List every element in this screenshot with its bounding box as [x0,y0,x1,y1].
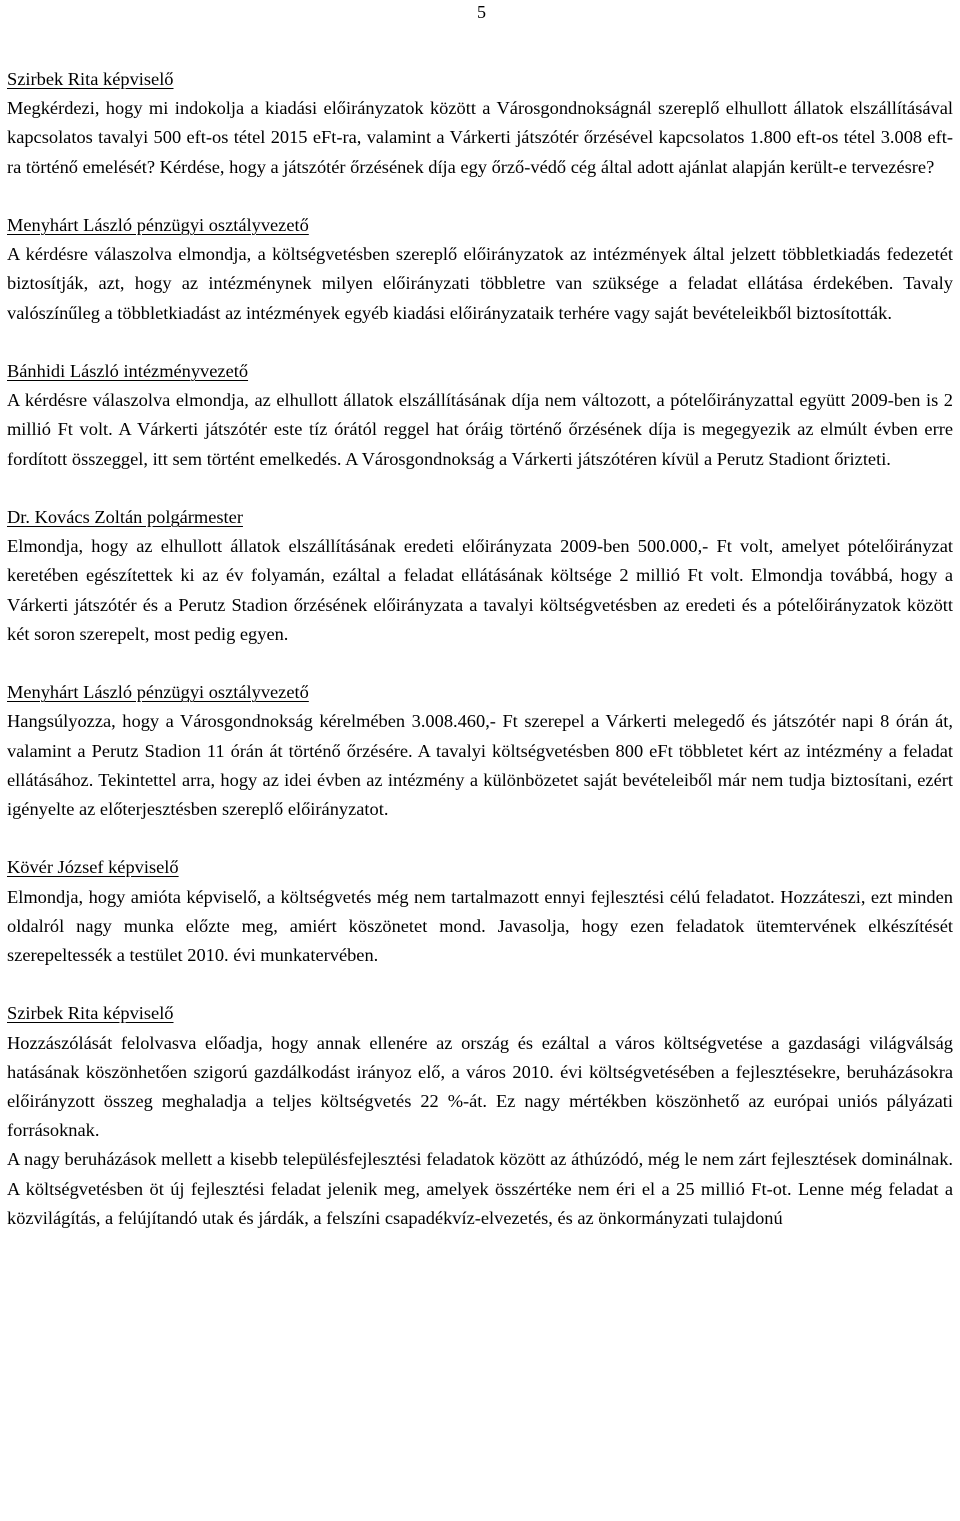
paragraph: A nagy beruházások mellett a kisebb településfejlesztési feladatok között az áthúzódó, még le nem zárt fejlesztések dominálnak. A költségvetésben öt új fejlesztési feladat jelenik meg, amelyek összértéke nem éri el a 25 millió Ft-ot. Lenne még feladat a közvilágítás, a felújítandó utak és járdák, a felszíni csapadékvíz-elvezetés, és az önkormányzati tulajdonú [7,1149,953,1228]
paragraph: Elmondja, hogy az elhullott állatok elszállításának eredeti előirányzata 2009-ben 500.000,- Ft volt, amelyet pótelőirányzat keretében egészítettek ki az év folyamán, ezáltal a feladat ellátásának költsége 2 millió Ft volt. Elmondja továbbá, hogy a Várkerti játszótér és a Perutz Stadion őrzésének előirányzata a tavalyi költségvetésben az eredeti és a pótelőirányzatok között két soron szerepelt, most pedig egyen. [7,536,953,644]
section-szirbek-comment [7,999,953,1233]
section-kover-statement [7,853,953,970]
speaker-name: Szirbek Rita képviselő [7,69,174,89]
section-banhidi-answer [7,357,953,474]
paragraph: A kérdésre válaszolva elmondja, a költségvetésben szereplő előirányzatok az intézmények által jelzett többletkiadás fedezetét biztosítják, azt, hogy az intézménynek milyen előirányzati többletre van szüksége a feladat ellátása érdekében. Tavaly valószínűleg a többletkiadást az intézmények egyéb kiadási előirányzataik terhére vagy saját bevételeikből biztosították. [7,244,953,323]
speaker-name: Menyhárt László pénzügyi osztályvezető [7,215,309,235]
section-menyhart-emphasis [7,678,953,824]
speaker-name: Kövér József képviselő [7,857,179,878]
paragraph: A kérdésre válaszolva elmondja, az elhullott állatok elszállításának díja nem változott, a pótelőirányzattal együtt 2009-ben is 2 millió Ft volt. A Várkerti játszótér este tíz órától reggel hat óráig történő őrzésének díja is megegyezik az elmúlt évben erre fordított összeggel, itt sem történt emelkedés. A Városgondnokság a Várkerti játszótéren kívül a Perutz Stadiont őrizteti. [7,390,953,469]
speaker-name: Dr. Kovács Zoltán polgármester [7,507,243,527]
paragraph: Elmondja, hogy amióta képviselő, a költségvetés még nem tartalmazott ennyi fejlesztési célú feladatot. Hozzáteszi, ezt minden oldalról nagy munka előzte meg, amiért köszönetet mond. Javasolja, hogy ezen feladatok ütemtervének elkészítését szerepeltessék a testület 2010. évi munkatervében. [7,886,953,966]
paragraph: Megkérdezi, hogy mi indokolja a kiadási előirányzatok között a Városgondnokságnál szereplő elhullott állatok elszállításával kapcsolatos tavalyi 500 eft-os tétel 2015 eFt-ra, valamint a Várkerti játszótér őrzésével kapcsolatos 1.800 eft-os tétel 3.008 eft-ra történő emelését? Kérdése, hogy a játszótér őrzésének díja egy őrző-védő cég által adott ajánlat alapján került-e tervezésre? [7,98,953,177]
minutes-body [7,65,953,1233]
page-number: 5 [477,2,486,22]
section-menyhart-answer [7,211,953,328]
section-szirbek-question [7,65,953,182]
speaker-name: Szirbek Rita képviselő [7,1003,174,1024]
speaker-name: Bánhidi László intézményvezető [7,361,249,381]
paragraph: Hozzászólását felolvasva előadja, hogy annak ellenére az ország és ezáltal a város költségvetése a gazdasági világválság hatásának köszönhetően szigorú gazdálkodást irányoz elő, a város 2010. évi költségvetésében a fejlesztésekre, beruházásokra előirányzott összeg meghaladja a teljes költségvetés 22 %-át. Ez nagy mértékben köszönhető az európai uniós pályázati forrásoknak. [7,1032,953,1141]
paragraph: Hangsúlyozza, hogy a Városgondnokság kérelmében 3.008.460,- Ft szerepel a Várkerti melegedő és játszótér napi 8 órán át, valamint a Perutz Stadion 11 órán át történő őrzésére. A tavalyi költségvetésben 800 eFt többletet kért az intézmény a feladat ellátásához. Tekintettel arra, hogy az idei évben az intézmény a különbözetet saját bevételeiből már nem tudja biztosítani, ezért igényelte az előterjesztésben szereplő előirányzatot. [7,711,953,820]
speaker-name: Menyhárt László pénzügyi osztályvezető [7,682,309,703]
section-kovacs-statement [7,503,953,649]
